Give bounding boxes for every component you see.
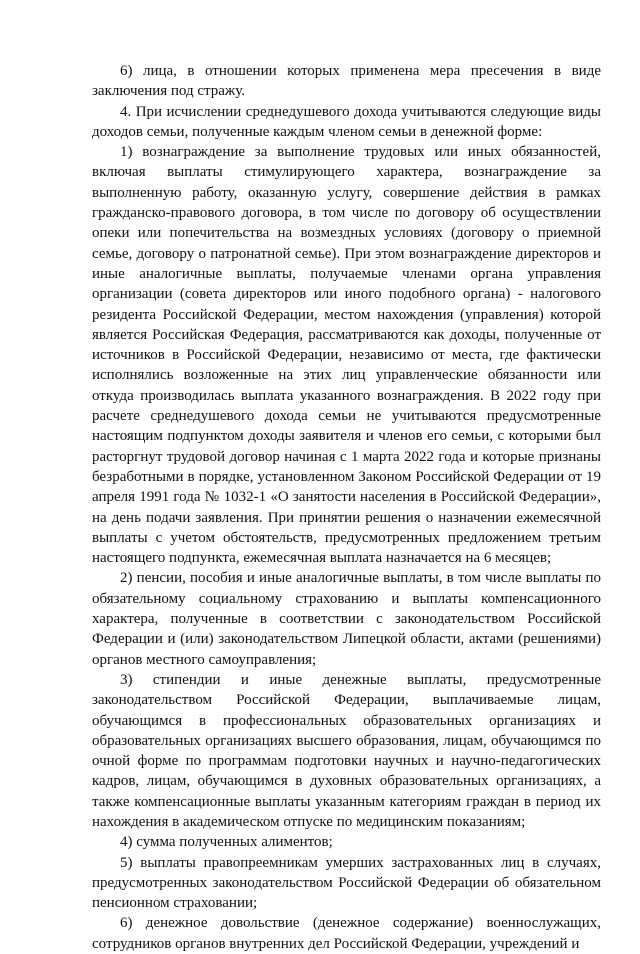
paragraph-income-4-alimony: 4) сумма полученных алиментов; bbox=[120, 834, 333, 851]
paragraph-clause-4: 4. При исчислении среднедушевого дохода учитываются следующие виды доходов семьи, полученные каждым членом семьи в денежной форме: bbox=[92, 103, 601, 140]
paragraph-income-2-pensions: 2) пенсии, пособия и иные аналогичные выплаты, в том числе выплаты по обязательному социальному страхованию и выплаты компенсационного характера, полученные в соответствии с законодательством Российской Федерации и (или) законодательством Липецкой области, актами (решениями) органов местного самоуправления; bbox=[92, 570, 601, 668]
paragraph-item-6-detention: 6) лица, в отношении которых применена мера пресечения в виде заключения под стражу. bbox=[92, 63, 601, 100]
paragraph-income-5-successors: 5) выплаты правопреемникам умерших застрахованных лиц в случаях, предусмотренных законодательством Российской Федерации об обязательном пенсионном страховании; bbox=[92, 854, 601, 912]
paragraph-income-6-allowance: 6) денежное довольствие (денежное содержание) военнослужащих, сотрудников органов внутренних дел Российской Федерации, учреждений и bbox=[92, 915, 601, 952]
paragraph-income-3-stipends: 3) стипендии и иные денежные выплаты, предусмотренные законодательством Российской Федерации, выплачиваемые лицам, обучающимся в профессиональных образовательных организациях и образовательных организациях высшего образования, лицам, обучающимся по очной форме по программам подготовки научных и научно-педагогических кадров, лицам, обучающимся в духовных образовательных организациях, а также компенсационные выплаты указанным категориям граждан в период их нахождения в академическом отпуске по медицинским показаниям; bbox=[92, 671, 601, 830]
paragraph-income-1-remuneration: 1) вознаграждение за выполнение трудовых или иных обязанностей, включая выплаты стимулирующего характера, вознаграждение за выполненную работу, оказанную услугу, совершение действия в рамках гражданско-правового договора, в том числе по договору об осуществлении опеки или попечительства на возмездных условиях (договору о приемной семье, договору о патронатной семье). При этом вознаграждение директоров и иные аналогичные выплаты, получаемые членами органа управления организации (совета директоров или иного подобного органа) - налогового резидента Российской Федерации, местом нахождения (управления) которой является Российская Федерация, рассматриваются как доходы, полученные от источников в Российской Федерации, независимо от места, где фактически исполнялись возложенные на этих лиц управленческие обязанности или откуда производилась выплата указанного вознаграждения. В 2022 году при расчете среднедушевого дохода семьи не учитываются предусмотренные настоящим подпунктом доходы заявителя и членов его семьи, с которыми был расторгнут трудовой договор начиная с 1 марта 2022 года и которые признаны безработными в порядке, установленном Законом Российской Федерации от 19 апреля 1991 года № 1032-1 «О занятости населения в Российской Федерации», на день подачи заявления. При принятии решения о назначении ежемесячной выплаты с учетом обстоятельств, предусмотренных предложением третьим настоящего подпункта, ежемесячная выплата назначается на 6 месяцев; bbox=[92, 144, 601, 567]
document-page bbox=[92, 61, 601, 954]
